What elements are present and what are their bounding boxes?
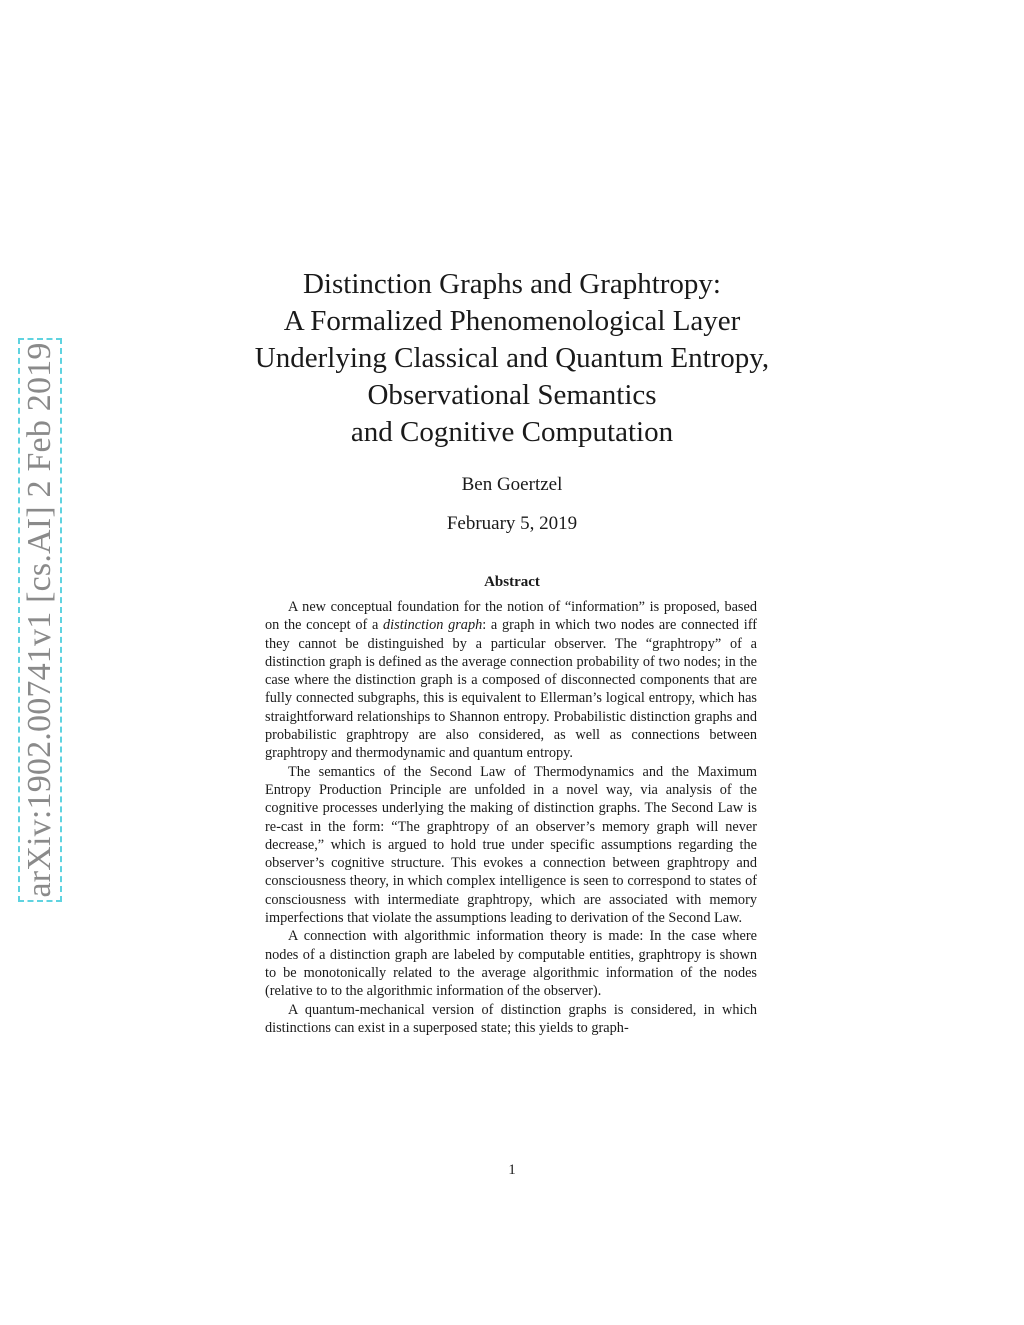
abstract-text: : a graph in which two nodes are connected iff they cannot be distinguished by a particular observer. The “graphtropy” of a distinction graph is defined as the average connection probability of two nodes; in the case where the distinction graph is a composed of disconnected components that are fully connected subgraphs, this is equivalent to Ellerman’s logical entropy, which has straightforward relationships to Shannon entropy. Probabilistic distinction graphs and probabilistic graphtropy are also considered, as well as connections between graphtropy and thermodynamic and quantum entropy. [265,617,757,762]
abstract-emphasis: distinction graph [383,617,483,634]
abstract-body [265,598,757,1037]
author-name: Ben Goertzel [461,474,563,495]
arxiv-stamp [18,338,62,902]
publication-date: February 5, 2019 [446,513,578,534]
abstract-text: A new conceptual foundation for the notion of “information” is proposed, based on the concept of a [265,599,757,634]
page-number: 1 [508,1162,516,1178]
abstract-paragraph: A quantum-mechanical version of distinction graphs is considered, in which distinctions can exist in a superposed state; this yields to graph- [265,1001,757,1036]
title-line: Distinction Graphs and Graphtropy: [302,268,721,300]
title-line: Observational Semantics [367,379,657,411]
abstract-paragraph [265,598,757,763]
abstract-paragraph: The semantics of the Second Law of Thermodynamics and the Maximum Entropy Production Principle are unfolded in a novel way, via analysis of the cognitive processes underlying the making of distinction graphs. The Second Law is re-cast in the form: “The graphtropy of an observer’s memory graph will never decrease,” which is argued to hold true under specific assumptions regarding the observer’s cognitive structure. This evokes a connection between graphtropy and consciousness theory, in which complex intelligence is seen to correspond to states of consciousness with intermediate graphtropy, which are associated with memory imperfections that violate the assumptions leading to derivation of the Second Law. [265,763,757,927]
arxiv-stamp-text: arXiv:1902.00741v1 [cs.AI] 2 Feb 2019 [21,342,58,898]
title-line: and Cognitive Computation [350,416,674,448]
paper-title [200,266,824,451]
title-line: A Formalized Phenomenological Layer [283,305,741,337]
abstract-heading: Abstract [484,574,540,590]
abstract-paragraph: A connection with algorithmic information theory is made: In the case where nodes of a distinction graph are labeled by computable entities, graphtropy is shown to be monotonically related to the average algorithmic information of the nodes (relative to to the algorithmic information of the observer). [265,928,757,1000]
title-line: Underlying Classical and Quantum Entropy, [254,342,770,374]
